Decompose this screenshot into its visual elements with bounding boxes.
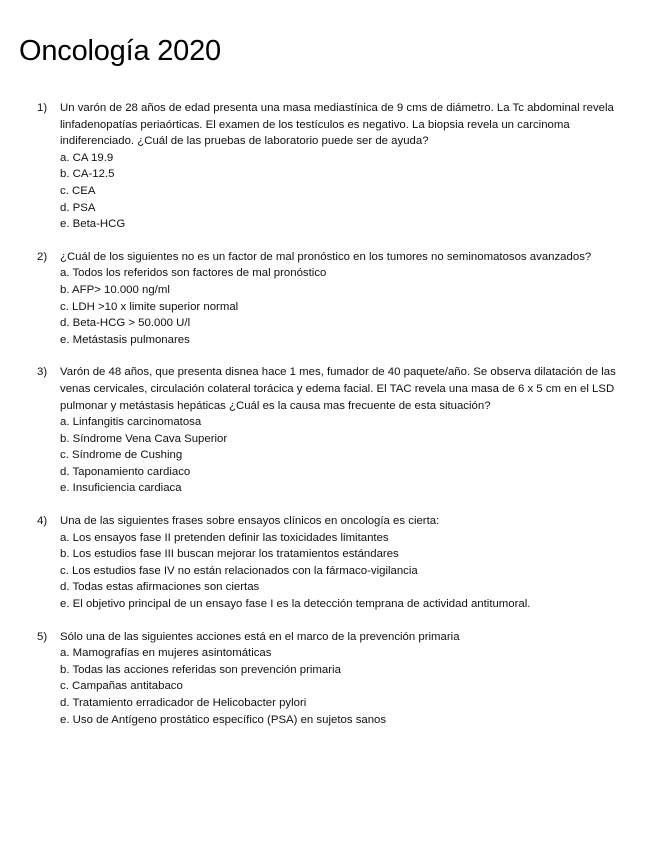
question-text: ¿Cuál de los siguientes no es un factor de mal pronóstico en los tumores no seminomatosos avanzados? bbox=[60, 250, 592, 263]
answer-options bbox=[60, 414, 637, 497]
answer-option: d. Taponamiento cardiaco bbox=[60, 465, 191, 478]
question-number: 4) bbox=[37, 515, 48, 528]
answer-option: a. Los ensayos fase II pretenden definir las toxicidades limitantes bbox=[60, 531, 389, 544]
question-2 bbox=[37, 249, 637, 349]
answer-option: e. Uso de Antígeno prostático específico (PSA) en sujetos sanos bbox=[60, 713, 387, 726]
answer-option: e. Beta-HCG bbox=[60, 218, 126, 231]
answer-option: b. AFP> 10.000 ng/ml bbox=[60, 283, 170, 296]
answer-option: b. CA-12.5 bbox=[60, 168, 115, 181]
answer-option: c. Campañas antitabaco bbox=[60, 680, 183, 693]
question-1 bbox=[37, 100, 637, 233]
answer-options bbox=[60, 265, 637, 348]
answer-option: d. PSA bbox=[60, 201, 96, 214]
page-title: Oncología 2020 bbox=[19, 35, 221, 67]
answer-option: c. CEA bbox=[60, 184, 96, 197]
answer-option: a. CA 19.9 bbox=[60, 151, 114, 164]
answer-option: b. Todas las acciones referidas son prevención primaria bbox=[60, 663, 341, 676]
answer-options bbox=[60, 150, 637, 233]
question-number: 2) bbox=[37, 250, 48, 263]
answer-option: b. Síndrome Vena Cava Superior bbox=[60, 432, 228, 445]
question-3 bbox=[37, 364, 637, 497]
answer-option: b. Los estudios fase III buscan mejorar los tratamientos estándares bbox=[60, 548, 399, 561]
question-text: Una de las siguientes frases sobre ensayos clínicos en oncología es cierta: bbox=[60, 515, 440, 528]
question-text: Varón de 48 años, que presenta disnea hace 1 mes, fumador de 40 paquete/año. Se observa dilatación de las venas cervicales, circulación colateral torácica y edema facial. El TAC revela una masa de 6 x 5 cm en el LSD pulmonar y metástasis hepáticas ¿Cuál es la causa mas frecuente de esta situación? bbox=[60, 366, 616, 412]
answer-option: e. El objetivo principal de un ensayo fase I es la detección temprana de actividad antitumoral. bbox=[60, 598, 531, 611]
answer-option: e. Insuficiencia cardiaca bbox=[60, 482, 182, 495]
question-4 bbox=[37, 513, 637, 613]
answer-option: c. Síndrome de Cushing bbox=[60, 449, 183, 462]
answer-options bbox=[60, 530, 637, 613]
answer-option: a. Linfangitis carcinomatosa bbox=[60, 416, 202, 429]
question-text: Un varón de 28 años de edad presenta una masa mediastínica de 9 cms de diámetro. La Tc abdominal revela linfadenopatías periaórticas. El examen de los testículos es negativo. La biopsia revela un carcinoma indiferenciado. ¿Cuál de las pruebas de laboratorio puede ser de ayuda? bbox=[60, 102, 614, 148]
answer-option: c. Los estudios fase IV no están relacionados con la fármaco-vigilancia bbox=[60, 564, 418, 577]
question-number: 5) bbox=[37, 630, 48, 643]
answer-option: d. Todas estas afirmaciones son ciertas bbox=[60, 581, 260, 594]
question-text: Sólo una de las siguientes acciones está en el marco de la prevención primaria bbox=[60, 630, 460, 643]
question-5 bbox=[37, 629, 637, 729]
question-number: 3) bbox=[37, 366, 48, 379]
answer-option: c. LDH >10 x limite superior normal bbox=[60, 300, 239, 313]
question-number: 1) bbox=[37, 102, 48, 114]
answer-option: a. Mamografías en mujeres asintomáticas bbox=[60, 647, 272, 660]
answer-option: d. Beta-HCG > 50.000 U/l bbox=[60, 317, 191, 330]
question-list bbox=[37, 100, 637, 744]
answer-options bbox=[60, 645, 637, 728]
answer-option: a. Todos los referidos son factores de mal pronóstico bbox=[60, 267, 327, 280]
answer-option: e. Metástasis pulmonares bbox=[60, 333, 190, 346]
answer-option: d. Tratamiento erradicador de Helicobacter pylori bbox=[60, 697, 307, 709]
